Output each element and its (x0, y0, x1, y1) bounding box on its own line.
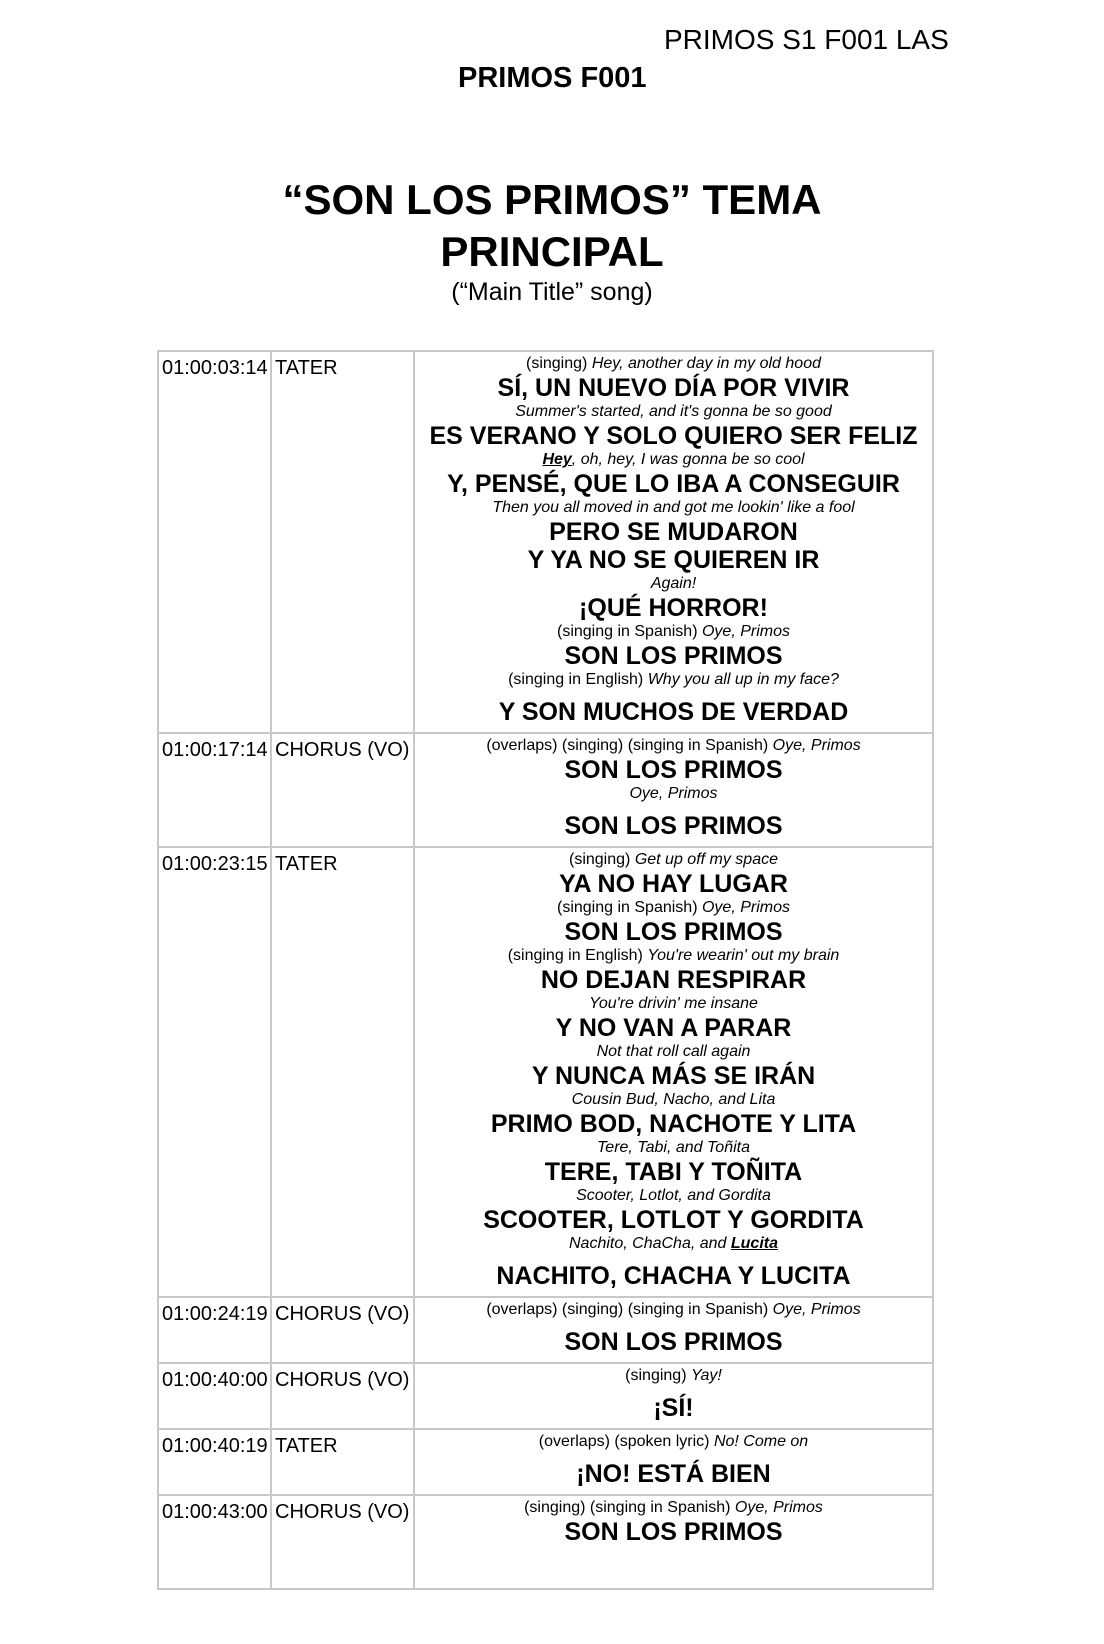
spanish-lyric-line: ¡SÍ! (653, 1394, 694, 1422)
english-lyric-line (417, 622, 930, 642)
english-lyric-line (417, 574, 930, 594)
spanish-lyric-line: Y, PENSÉ, QUE LO IBA A CONSEGUIR (447, 470, 900, 498)
timecode-cell: 01:00:40:00 (158, 1363, 271, 1429)
english-lyric-text: Oye, Primos (629, 785, 718, 802)
timecode-cell: 01:00:23:15 (158, 847, 271, 1297)
spanish-lyric-line: SON LOS PRIMOS (564, 918, 783, 946)
script-row (158, 847, 933, 1297)
script-table (157, 350, 934, 1590)
english-lyric-line (417, 784, 930, 804)
row-spacer (417, 1546, 930, 1582)
spanish-lyric-line: SON LOS PRIMOS (564, 756, 783, 784)
lyrics-cell (414, 1363, 933, 1429)
song-title-line1: “SON LOS PRIMOS” TEMA (282, 176, 822, 223)
english-lyric-text: Then you all moved in and got me lookin' like a fool (492, 499, 855, 516)
spanish-lyric-line: Y YA NO SE QUIEREN IR (527, 546, 820, 574)
english-lyric-text: Yay! (690, 1367, 722, 1384)
english-lyric-line (417, 670, 930, 690)
spanish-lyric-line: SCOOTER, LOTLOT Y GORDITA (483, 1206, 864, 1234)
english-lyric-text: Get up off my space (634, 851, 778, 868)
spanish-lyric-line: SON LOS PRIMOS (564, 812, 783, 840)
script-row (158, 1363, 933, 1429)
lyric-direction: (overlaps) (spoken lyric) (538, 1433, 714, 1450)
lyric-direction: (singing) (625, 1367, 691, 1384)
script-row (158, 351, 933, 733)
lyrics-cell (414, 351, 933, 733)
english-lyric-text: Summer's started, and it's gonna be so good (515, 403, 832, 420)
english-lyric-text: No! Come on (713, 1433, 809, 1450)
speaker-cell: TATER (271, 847, 414, 1297)
english-lyric-text: Cousin Bud, Nacho, and Lita (571, 1091, 776, 1108)
english-lyric-text: Not that roll call again (596, 1043, 751, 1060)
english-lyric-line (417, 1138, 930, 1158)
script-row (158, 1297, 933, 1363)
speaker-cell: TATER (271, 1429, 414, 1495)
lyric-direction: (singing) (singing in Spanish) (524, 1499, 735, 1516)
spanish-lyric-line: NO DEJAN RESPIRAR (540, 966, 807, 994)
song-title-line2: PRINCIPAL (440, 228, 664, 275)
timecode-cell: 01:00:40:19 (158, 1429, 271, 1495)
spanish-lyric-line: ES VERANO Y SOLO QUIERO SER FELIZ (429, 422, 918, 450)
english-lyric-text: Why you all up in my face? (647, 671, 839, 688)
spanish-lyric-line: SON LOS PRIMOS (564, 1518, 783, 1546)
document-code-left: PRIMOS F001 (458, 62, 647, 94)
spanish-lyric-line: SÍ, UN NUEVO DÍA POR VIVIR (497, 374, 850, 402)
lyric-direction: (singing in Spanish) (557, 899, 702, 916)
lyric-direction: (overlaps) (singing) (singing in Spanish) (486, 1301, 773, 1318)
english-lyric-line (417, 1090, 930, 1110)
english-lyric-text: Oye, Primos (772, 737, 861, 754)
song-title (0, 174, 1104, 278)
spanish-lyric-line: Y SON MUCHOS DE VERDAD (498, 698, 849, 726)
spanish-lyric-line: ¡NO! ESTÁ BIEN (576, 1460, 771, 1488)
english-lyric-line (417, 1498, 930, 1518)
speaker-cell: TATER (271, 351, 414, 733)
english-lyric-line (417, 946, 930, 966)
timecode-cell: 01:00:17:14 (158, 733, 271, 847)
english-lyric-text: , oh, hey, I was gonna be so cool (571, 451, 805, 468)
english-lyric-text: Again! (650, 575, 697, 592)
timecode-cell: 01:00:03:14 (158, 351, 271, 733)
english-lyric-text: Scooter, Lotlot, and Gordita (576, 1187, 771, 1204)
english-lyric-text: Oye, Primos (772, 1301, 861, 1318)
spanish-lyric-line: PERO SE MUDARON (549, 518, 798, 546)
spanish-lyric-line: SON LOS PRIMOS (564, 642, 783, 670)
speaker-cell: CHORUS (VO) (271, 1495, 414, 1589)
spanish-lyric-line: TERE, TABI Y TOÑITA (544, 1158, 803, 1186)
underlined-word: Hey (542, 451, 572, 468)
spanish-lyric-line: NACHITO, CHACHA Y LUCITA (496, 1262, 851, 1290)
lyrics-cell (414, 847, 933, 1297)
timecode-cell: 01:00:43:00 (158, 1495, 271, 1589)
script-row (158, 733, 933, 847)
spanish-lyric-line: ¡QUÉ HORROR! (579, 594, 768, 622)
speaker-cell: CHORUS (VO) (271, 733, 414, 847)
spanish-lyric-line: Y NUNCA MÁS SE IRÁN (531, 1062, 816, 1090)
spanish-lyric-line: SON LOS PRIMOS (564, 1328, 783, 1356)
english-lyric-text: Hey, another day in my old hood (591, 355, 821, 372)
speaker-cell: CHORUS (VO) (271, 1297, 414, 1363)
english-lyric-line (417, 1042, 930, 1062)
speaker-cell: CHORUS (VO) (271, 1363, 414, 1429)
underlined-word: Lucita (730, 1235, 778, 1252)
english-lyric-text: You're drivin' me insane (589, 995, 758, 1012)
english-lyric-text: Oye, Primos (701, 623, 790, 640)
english-lyric-text: Oye, Primos (701, 899, 790, 916)
english-lyric-line (417, 850, 930, 870)
lyrics-cell (414, 1297, 933, 1363)
english-lyric-line (417, 354, 930, 374)
english-lyric-text: Nachito, ChaCha, and (569, 1235, 731, 1252)
lyric-direction: (singing in English) (508, 671, 648, 688)
spanish-lyric-line: YA NO HAY LUGAR (559, 870, 788, 898)
script-row (158, 1429, 933, 1495)
lyric-direction: (singing in English) (507, 947, 648, 964)
script-row (158, 1495, 933, 1589)
lyric-direction: (singing in Spanish) (557, 623, 702, 640)
spanish-lyric-line: PRIMO BOD, NACHOTE Y LITA (490, 1110, 857, 1138)
english-lyric-line (417, 1300, 930, 1320)
lyrics-cell (414, 1495, 933, 1589)
english-lyric-line (417, 736, 930, 756)
lyric-direction: (singing) (569, 851, 635, 868)
english-lyric-text: Oye, Primos (734, 1499, 823, 1516)
english-lyric-line (417, 994, 930, 1014)
english-lyric-line (417, 402, 930, 422)
english-lyric-text: Tere, Tabi, and Toñita (596, 1139, 750, 1156)
lyric-direction: (overlaps) (singing) (singing in Spanish) (486, 737, 773, 754)
timecode-cell: 01:00:24:19 (158, 1297, 271, 1363)
english-lyric-line (417, 1234, 930, 1254)
english-lyric-line (417, 1186, 930, 1206)
lyric-direction: (singing) (526, 355, 592, 372)
english-lyric-line (417, 1432, 930, 1452)
lyrics-cell (414, 1429, 933, 1495)
spanish-lyric-line: Y NO VAN A PARAR (555, 1014, 792, 1042)
script-table-body (158, 351, 933, 1589)
lyrics-cell (414, 733, 933, 847)
song-subtitle: (“Main Title” song) (451, 278, 653, 306)
english-lyric-line (417, 498, 930, 518)
english-lyric-line (417, 450, 930, 470)
english-lyric-line (417, 898, 930, 918)
document-code-right: PRIMOS S1 F001 LAS (664, 24, 949, 55)
english-lyric-line (417, 1366, 930, 1386)
english-lyric-text: You're wearin' out my brain (647, 947, 840, 964)
